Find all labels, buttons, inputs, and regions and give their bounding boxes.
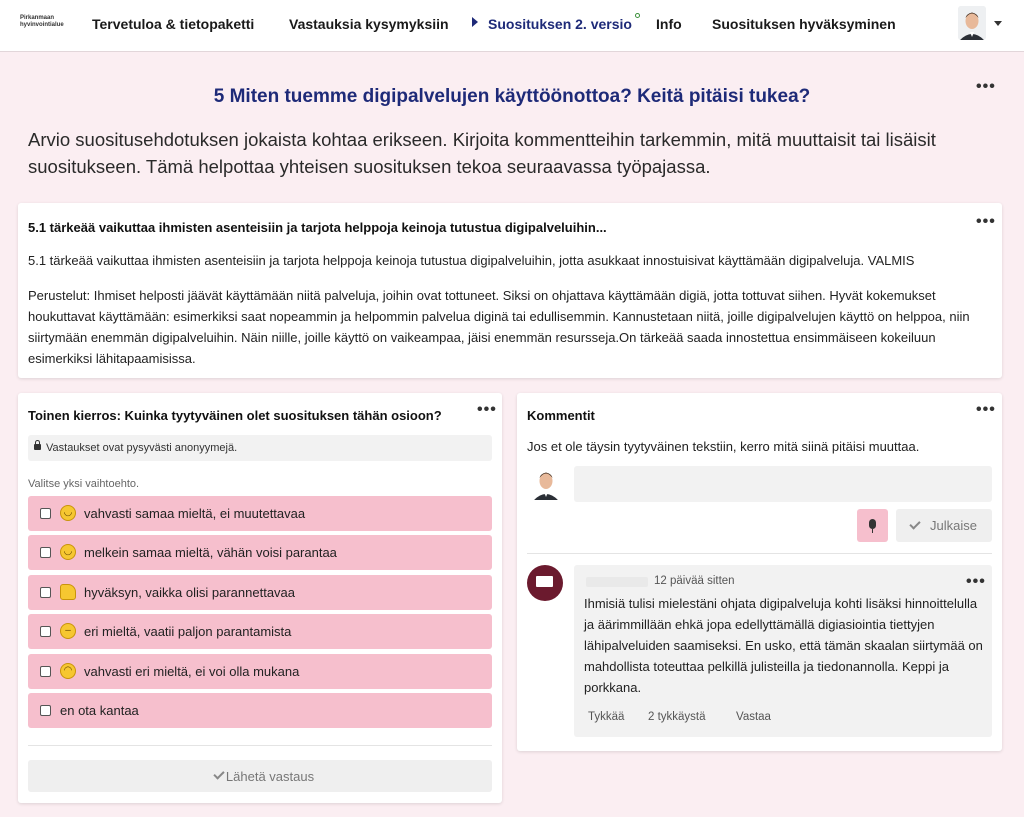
survey-more-options-icon[interactable]: ••• bbox=[477, 401, 497, 418]
nav-item-approval[interactable]: Suosituksen hyväksyminen bbox=[712, 16, 896, 32]
smile-icon: ◡ bbox=[60, 544, 76, 560]
divider bbox=[527, 553, 992, 554]
new-content-dot-icon bbox=[635, 13, 640, 18]
check-icon bbox=[213, 768, 224, 779]
option-checkbox[interactable] bbox=[40, 626, 51, 637]
survey-title: Toinen kierros: Kuinka tyytyväinen olet suosituksen tähän osioon? bbox=[28, 408, 442, 423]
lock-icon bbox=[34, 444, 41, 450]
comment-timestamp: 12 päivää sitten bbox=[654, 575, 735, 587]
comments-card bbox=[517, 393, 1002, 751]
recommendation-title: 5.1 tärkeää vaikuttaa ihmisten asenteisiin ja tarjota helppoja keinoja tutustua digipalveluihin... bbox=[28, 220, 607, 235]
option-checkbox[interactable] bbox=[40, 666, 51, 677]
page-title: 5 Miten tuemme digipalvelujen käyttöönottoa? Keitä pitäisi tukea? bbox=[213, 86, 811, 107]
comments-prompt: Jos et ole täysin tyytyväinen tekstiin, kerro mitä siinä pitäisi muuttaa. bbox=[527, 439, 920, 454]
comments-title: Kommentit bbox=[527, 408, 595, 423]
comment-input[interactable] bbox=[574, 466, 992, 502]
comment-more-options-icon[interactable]: ••• bbox=[966, 573, 986, 590]
recommendation-card bbox=[18, 203, 1002, 378]
smile-icon: ◡ bbox=[60, 505, 76, 521]
survey-hint: Valitse yksi vaihtoehto. bbox=[28, 478, 140, 490]
thumbs-up-icon bbox=[60, 584, 76, 600]
recommendation-text: 5.1 tärkeää vaikuttaa ihmisten asenteisiin ja tarjota helppoja keinoja tutustua digipalveluihin, jotta asukkaat innostuisivat käyttämään digipalveluja. VALMIS bbox=[28, 253, 915, 268]
user-menu-chevron-down-icon[interactable] bbox=[994, 21, 1002, 26]
survey-option[interactable]: ◠ vahvasti eri mieltä, ei voi olla mukana bbox=[28, 654, 492, 689]
brand-logo[interactable]: Pirkanmaan hyvinvointialue bbox=[20, 15, 64, 28]
commenter-avatar[interactable] bbox=[527, 565, 563, 601]
survey-card bbox=[18, 393, 502, 803]
publish-comment-button[interactable]: Julkaise bbox=[896, 509, 992, 542]
page-intro: Arvio suositusehdotuksen jokaista kohtaa erikseen. Kirjoita kommentteihin tarkemmin, mitä muuttaisit tai lisäisit suositukseen. Tämä helpottaa yhteisen suosituksen tekoa seuraavassa työpajassa. bbox=[28, 129, 936, 177]
option-checkbox[interactable] bbox=[40, 547, 51, 558]
check-icon bbox=[909, 518, 920, 529]
page-more-options-icon[interactable]: ••• bbox=[976, 78, 996, 95]
likes-count[interactable]: 2 tykkäystä bbox=[648, 711, 706, 723]
comment-text: Ihmisiä tulisi mielestäni ohjata digipalveluja kohti lisäksi hinnoittelulla ja äärimmillään ehkä jopa edellyttämällä digiasiointia tiettyjen lähipalveluiden saamiseksi. En usko, että tämän skaalan siirtymää on mahdollista toteuttaa pelkillä julisteilla ja tiedonannolla. Keppi ja porkkana. bbox=[584, 596, 983, 695]
survey-option[interactable]: ◡ vahvasti samaa mieltä, ei muutettavaa bbox=[28, 496, 492, 531]
author-name-redacted bbox=[586, 577, 648, 587]
divider bbox=[28, 745, 492, 746]
survey-option[interactable]: hyväksyn, vaikka olisi parannettavaa bbox=[28, 575, 492, 610]
option-checkbox[interactable] bbox=[40, 508, 51, 519]
active-indicator-icon bbox=[472, 17, 478, 27]
anonymity-notice: Vastaukset ovat pysyvästi anonyymejä. bbox=[28, 435, 492, 461]
option-checkbox[interactable] bbox=[40, 587, 51, 598]
recommendation-more-options-icon[interactable]: ••• bbox=[976, 213, 996, 230]
document-icon bbox=[536, 576, 553, 587]
voice-input-button[interactable] bbox=[857, 509, 888, 542]
nav-item-welcome[interactable]: Tervetuloa & tietopaketti bbox=[92, 16, 255, 32]
survey-option[interactable]: ◡ melkein samaa mieltä, vähän voisi parantaa bbox=[28, 535, 492, 570]
user-portrait-icon bbox=[532, 466, 560, 500]
nav-item-recommendation-v2[interactable]: Suosituksen 2. versio bbox=[488, 16, 632, 32]
nav-item-info[interactable]: Info bbox=[656, 16, 682, 32]
like-button[interactable]: Tykkää bbox=[588, 711, 625, 723]
top-navigation bbox=[0, 0, 1024, 52]
comment bbox=[574, 565, 992, 737]
submit-answer-button[interactable]: Lähetä vastaus bbox=[28, 760, 492, 792]
comments-more-options-icon[interactable]: ••• bbox=[976, 401, 996, 418]
commenter-avatar bbox=[532, 466, 560, 500]
survey-option[interactable]: – eri mieltä, vaatii paljon parantamista bbox=[28, 614, 492, 649]
microphone-icon bbox=[869, 519, 876, 529]
reply-button[interactable]: Vastaa bbox=[736, 711, 771, 723]
recommendation-rationale: Perustelut: Ihmiset helposti jäävät käyttämään niitä palveluja, joihin ovat tottuneet. Siksi on ohjattava käyttämään digiä, jotta tottuvat siihen. Hyvät kokemukset houkuttavat käyttämään: esimerkiksi saat nopeammin ja helpommin palvelua diginä tai edullisemmin. Kannustetaan niitä, joille digipalvelujen käyttö on helppoa, niin siirtymään enemmän digipalveluihin. Näin niille, joille käyttö on vaikeampaa, jäisi enemmän resursseja.On tärkeää saada innostettua ensimmäiseen kokeiluun esimerkiksi lähitapaamisissa. bbox=[28, 288, 970, 366]
survey-option[interactable]: en ota kantaa bbox=[28, 693, 492, 728]
option-checkbox[interactable] bbox=[40, 705, 51, 716]
user-avatar[interactable] bbox=[958, 6, 986, 40]
frown-icon: ◠ bbox=[60, 663, 76, 679]
nav-item-answers[interactable]: Vastauksia kysymyksiin bbox=[289, 16, 449, 32]
neutral-face-icon: – bbox=[60, 623, 76, 639]
user-portrait-icon bbox=[958, 6, 986, 40]
